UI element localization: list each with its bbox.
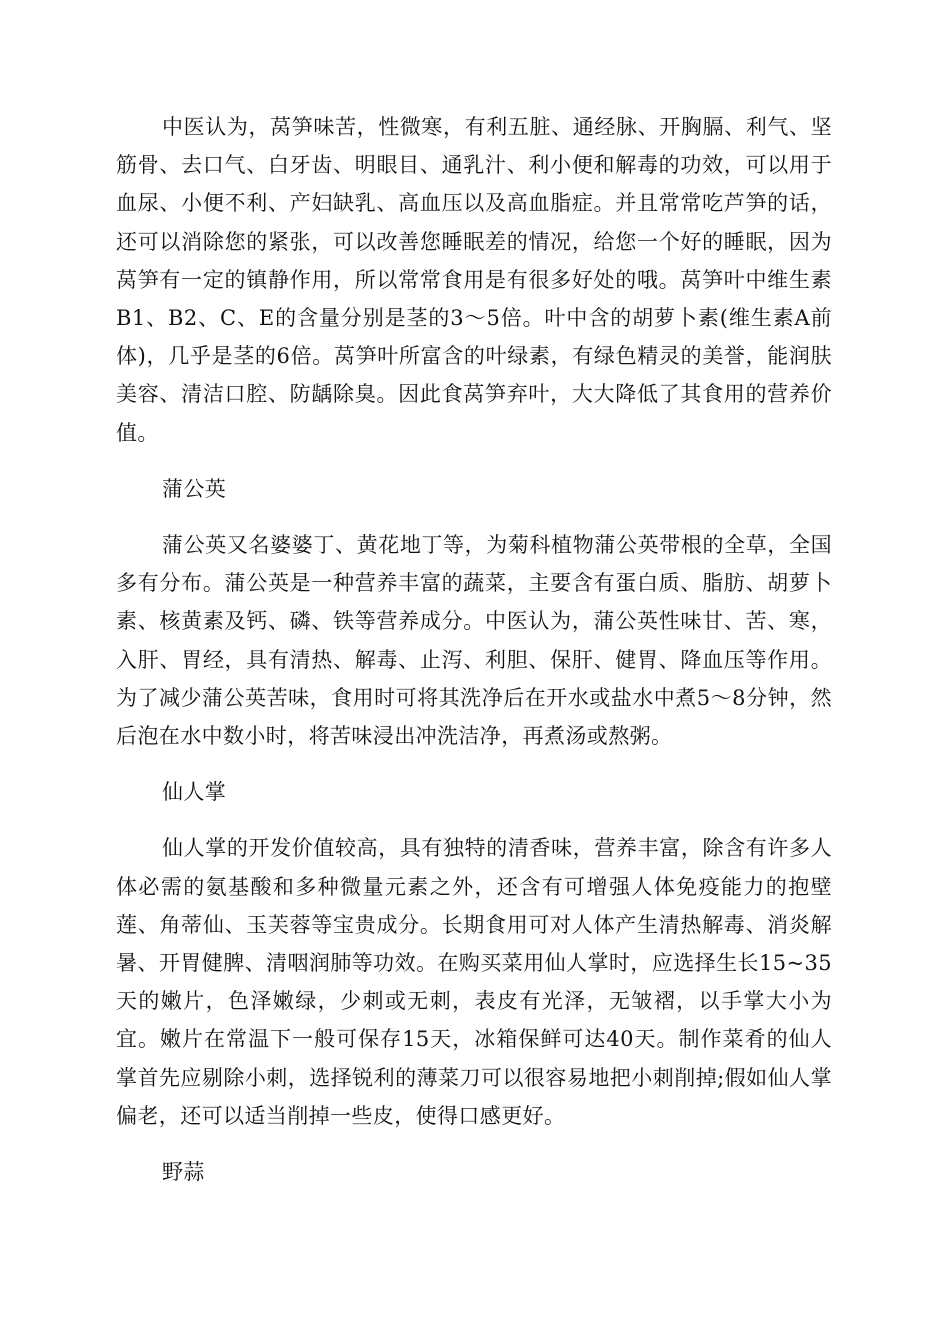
heading-wild-garlic: 野蒜 xyxy=(162,1160,205,1185)
document-body xyxy=(116,108,832,1209)
heading-cactus: 仙人掌 xyxy=(162,780,227,805)
heading-dandelion: 蒲公英 xyxy=(162,476,227,501)
paragraph-dandelion: 蒲公英又名婆婆丁、黄花地丁等，为菊科植物蒲公英带根的全草，全国多有分布。蒲公英是一种营养丰富的蔬菜，主要含有蛋白质、脂肪、胡萝卜素、核黄素及钙、磷、铁等营养成分。中医认为，蒲公英性味甘、苦、寒，入肝、胃经，具有清热、解毒、止泻、利胆、保肝、健胃、降血压等作用。为了减少蒲公英苦味，食用时可将其洗净后在开水或盐水中煮5～8分钟，然后泡在水中数小时，将苦味浸出冲洗洁净，再煮汤或熬粥。 xyxy=(116,533,832,749)
paragraph-lettuce: 中医认为，莴笋味苦，性微寒，有利五脏、通经脉、开胸膈、利气、坚筋骨、去口气、白牙齿、明眼目、通乳汁、利小便和解毒的功效，可以用于血尿、小便不利、产妇缺乳、高血压以及高血脂症。并且常常吃芦笋的话，还可以消除您的紧张，可以改善您睡眠差的情况，给您一个好的睡眠，因为莴笋有一定的镇静作用，所以常常食用是有很多好处的哦。莴笋叶中维生素B1、B2、C、E的含量分别是茎的3～5倍。叶中含的胡萝卜素(维生素A前体)，几乎是茎的6倍。莴笋叶所富含的叶绿素，有绿色精灵的美誉，能润肤美容、清洁口腔、防龋除臭。因此食莴笋弃叶，大大降低了其食用的营养价值。 xyxy=(116,115,832,445)
paragraph-cactus: 仙人掌的开发价值较高，具有独特的清香味，营养丰富，除含有许多人体必需的氨基酸和多种微量元素之外，还含有可增强人体免疫能力的抱壁莲、角蒂仙、玉芙蓉等宝贵成分。长期食用可对人体产生清热解毒、消炎解暑、开胃健脾、清咽润肺等功效。在购买菜用仙人掌时，应选择生长15~35天的嫩片，色泽嫩绿，少刺或无刺，表皮有光泽，无皱褶，以手掌大小为宜。嫩片在常温下一般可保存15天，冰箱保鲜可达40天。制作菜肴的仙人掌首先应剔除小刺，选择锐利的薄菜刀可以很容易地把小刺削掉;假如仙人掌偏老，还可以适当削掉一些皮，使得口感更好。 xyxy=(116,836,832,1128)
